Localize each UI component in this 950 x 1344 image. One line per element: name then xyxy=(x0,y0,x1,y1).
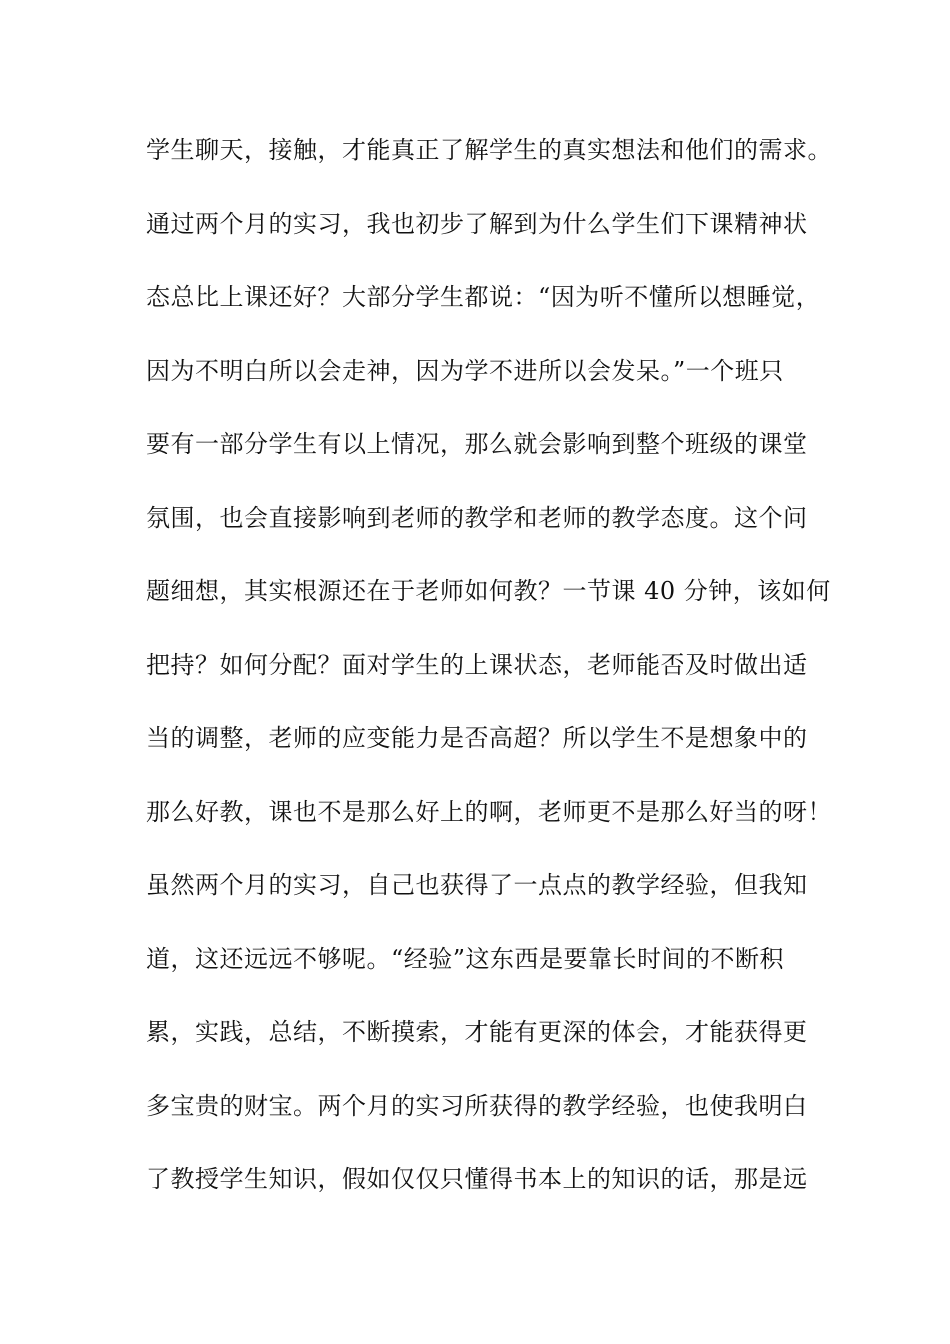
body-text xyxy=(146,130,846,1233)
text-line: 通过两个月的实习，我也初步了解到为什么学生们下课精神状 xyxy=(146,209,808,238)
text-line: 题细想，其实根源还在于老师如何教？一节课 40 分钟，该如何 xyxy=(146,577,831,605)
text-line: 氛围，也会直接影响到老师的教学和老师的教学态度。这个问 xyxy=(146,503,808,532)
text-line: 因为不明白所以会走神，因为学不进所以会发呆。”一个班只 xyxy=(146,356,784,385)
text-line: 要有一部分学生有以上情况，那么就会影响到整个班级的课堂 xyxy=(146,430,808,458)
text-line: 虽然两个月的实习，自己也获得了一点点的教学经验，但我知 xyxy=(146,871,808,899)
text-line: 学生聊天，接触，才能真正了解学生的真实想法和他们的需求。 xyxy=(146,136,832,164)
text-line: 把持？如何分配？面对学生的上课状态，老师能否及时做出适 xyxy=(146,650,808,679)
text-line: 当的调整，老师的应变能力是否高超？所以学生不是想象中的 xyxy=(146,724,808,752)
text-line: 态总比上课还好？大部分学生都说：“因为听不懂所以想睡觉， xyxy=(146,283,821,311)
text-line: 累，实践，总结，不断摸索，才能有更深的体会，才能获得更 xyxy=(146,1018,808,1046)
text-line: 了教授学生知识，假如仅仅只懂得书本上的知识的话，那是远 xyxy=(146,1165,808,1193)
text-line: 那么好教，课也不是那么好上的啊，老师更不是那么好当的呀！ xyxy=(146,797,832,826)
text-line: 多宝贵的财宝。两个月的实习所获得的教学经验，也使我明白 xyxy=(146,1091,808,1120)
text-line: 道，这还远远不够呢。“经验”这东西是要靠长时间的不断积 xyxy=(146,944,785,973)
